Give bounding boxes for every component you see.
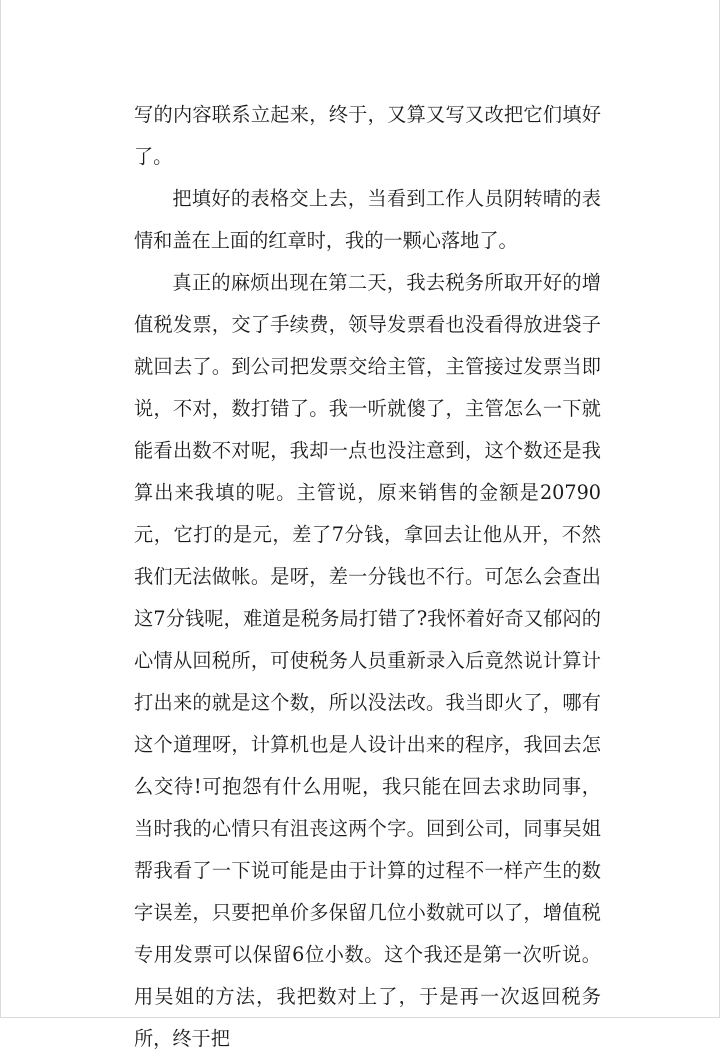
paragraph-invoice-trouble: 真正的麻烦出现在第二天，我去税务所取开好的增值税发票，交了手续费，领导发票看也没看得放进袋子就回去了。到公司把发票交给主管，主管接过发票当即说，不对，数打错了。我一听就傻了，主管怎么一下就能看出数不对呢，我却一点也没注意到，这个数还是我算出来我填的呢。主管说，原来销售的金额是20790元，它打的是元，差了7分钱，拿回去让他从开，不然我们无法做帐。是呀，差一分钱也不行。可怎么会查出这7分钱呢，难道是税务局打错了?我怀着好奇又郁闷的心情从回税所，可使税务人员重新录入后竟然说计算计打出来的就是这个数，所以没法改。我当即火了，哪有这个道理呀，计算机也是人设计出来的程序，我回去怎么交待!可抱怨有什么用呢，我只能在回去求助同事，当时我的心情只有沮丧这两个字。回到公司，同事吴姐帮我看了一下说可能是由于计算的过程不一样产生的数字误差，只要把单价多保留几位小数就可以了，增值税专用发票可以保留6位小数。这个我还是第一次听说。用吴姐的方法，我把数对上了，于是再一次返回税务所，终于把 [134,271,601,1050]
document-body [134,94,601,1060]
paragraph-continuation: 写的内容联系立起来，终于，又算又写又改把它们填好了。 [134,103,601,168]
paragraph-form-submitted: 把填好的表格交上去，当看到工作人员阴转晴的表情和盖在上面的红章时，我的一颗心落地了。 [134,187,601,252]
